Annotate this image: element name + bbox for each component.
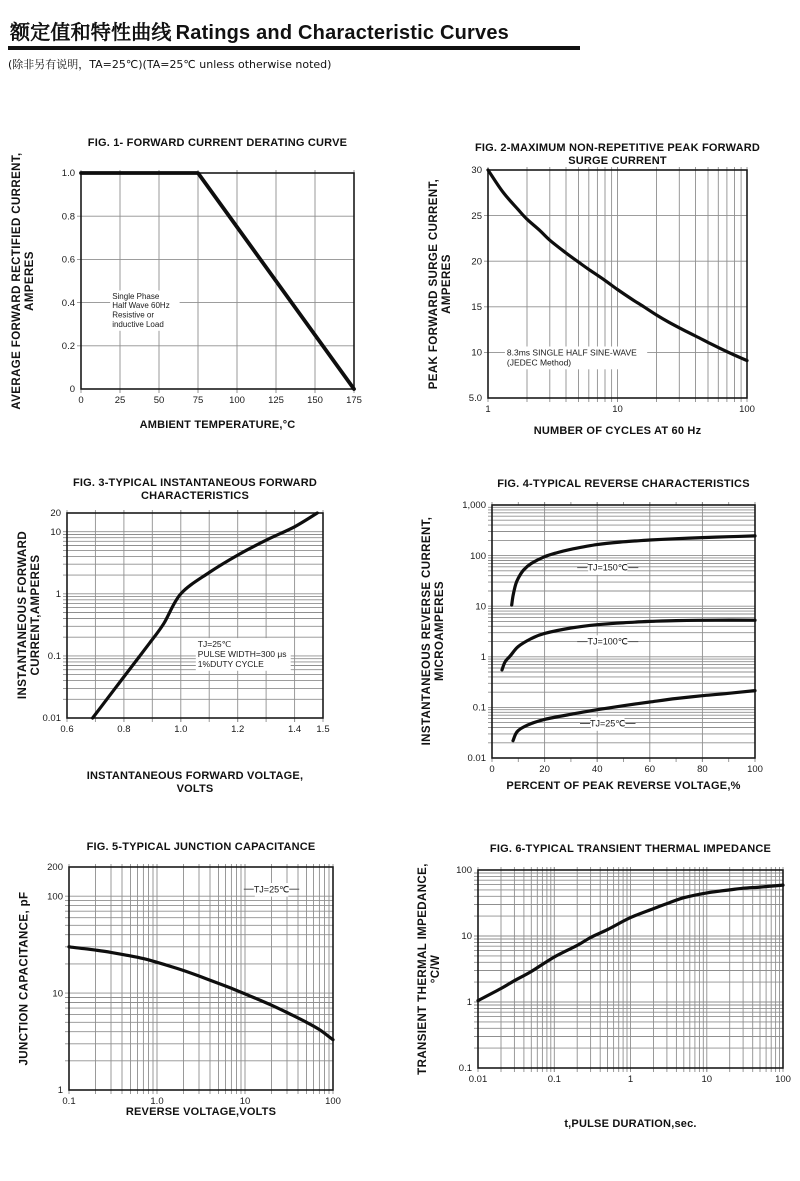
annotation-text: 1%DUTY CYCLE [197, 658, 264, 669]
x-tick-label: 80 [697, 764, 708, 775]
fig6-y-axis-label: TRANSIENT THERMAL IMPEDANCE, °C/W [417, 863, 442, 1075]
y-tick-label: 1 [57, 1085, 63, 1097]
y-tick-label: 10 [475, 601, 486, 613]
y-tick-label: 1.0 [61, 168, 75, 180]
annotation-text: TJ=25℃ [590, 718, 626, 729]
fig6-plot [400, 828, 800, 1140]
page-title-en: Ratings and Characteristic Curves [175, 22, 509, 44]
figure-2 [400, 128, 800, 450]
x-tick-label: 100 [229, 395, 245, 406]
fig4-plot [400, 468, 800, 798]
fig2-title: FIG. 2-MAXIMUM NON-REPETITIVE PEAK FORWARD SURGE CURRENT [474, 142, 761, 167]
annotation-text: Resistive or [112, 310, 154, 320]
y-tick-label: 10 [52, 988, 63, 1000]
y-tick-label: 10 [461, 931, 472, 943]
annotation-text: PULSE WIDTH=300 μs [197, 648, 287, 659]
x-tick-label: 100 [747, 764, 763, 775]
derating-curve [81, 173, 354, 389]
tj-25c-curve [513, 691, 755, 741]
page-title-zh: 额定值和特性曲线 [10, 20, 172, 44]
y-tick-label: 1 [466, 997, 472, 1009]
y-tick-label: 100 [456, 865, 472, 877]
y-tick-label: 0 [69, 384, 75, 396]
fig4-y-axis-label: INSTANTANEOUS REVERSE CURRENT, MICROAMPERES [421, 516, 446, 746]
y-tick-label: 0.01 [42, 713, 61, 725]
y-tick-label: 1 [55, 589, 61, 600]
y-tick-label: 0.8 [61, 211, 75, 223]
x-tick-label: 1.4 [287, 724, 302, 735]
tj-100c-curve [502, 620, 755, 670]
fig4-title: FIG. 4-TYPICAL REVERSE CHARACTERISTICS [497, 478, 750, 490]
y-tick-label: 1,000 [462, 500, 486, 512]
x-tick-label: 1 [627, 1074, 634, 1085]
y-tick-label: 30 [471, 165, 482, 177]
y-tick-label: 10 [50, 526, 61, 538]
fig6-title: FIG. 6-TYPICAL TRANSIENT THERMAL IMPEDANCE [489, 843, 772, 855]
x-tick-label: 50 [153, 395, 165, 406]
x-tick-label: 150 [307, 395, 323, 406]
fig5-plot [0, 828, 400, 1128]
fig3-title: FIG. 3-TYPICAL INSTANTANEOUS FORWARD CHARACTERISTICS [72, 477, 318, 502]
y-tick-label: 0.4 [61, 297, 75, 309]
fig2-x-axis-label: NUMBER OF CYCLES AT 60 Hz [533, 425, 702, 437]
y-tick-label: 1 [480, 652, 486, 663]
x-tick-label: 10 [701, 1074, 713, 1085]
fig3-y-axis-label: INSTANTANEOUS FORWARD CURRENT,AMPERES [17, 530, 42, 700]
y-tick-label: 0.2 [61, 341, 75, 352]
figure-6 [400, 828, 800, 1140]
figure-1 [0, 128, 400, 443]
annotation-text: TJ=100℃ [587, 636, 628, 647]
annotation-text: (JEDEC Method) [506, 357, 572, 368]
x-tick-label: 100 [739, 404, 755, 415]
x-tick-label: 40 [591, 764, 603, 775]
fig1-plot [0, 128, 400, 443]
figure-5 [0, 828, 400, 1128]
x-tick-label: 1.2 [231, 724, 245, 735]
fig2-plot [400, 128, 800, 450]
fig3-x-axis-label: INSTANTANEOUS FORWARD VOLTAGE, VOLTS [86, 770, 304, 795]
fig4-x-axis-label: PERCENT OF PEAK REVERSE VOLTAGE,% [506, 780, 741, 792]
fig1-y-axis-label: AVERAGE FORWARD RECTIFIED CURRENT, AMPERES [11, 152, 36, 410]
y-tick-label: 0.1 [458, 1063, 472, 1075]
x-tick-label: 75 [192, 395, 204, 406]
title-underline [8, 46, 580, 50]
x-tick-label: 100 [775, 1074, 791, 1085]
conditions-note: (除非另有说明，TA=25℃)(TA=25℃ unless otherwise noted) [8, 58, 332, 71]
y-tick-label: 5.0 [468, 393, 482, 405]
x-tick-label: 1.0 [174, 724, 188, 735]
x-tick-label: 0.01 [468, 1074, 488, 1085]
y-tick-label: 20 [50, 508, 61, 520]
y-tick-label: 0.1 [472, 702, 486, 714]
forward-characteristic-curve [93, 513, 318, 718]
x-tick-label: 25 [114, 395, 126, 406]
x-tick-label: 175 [346, 395, 362, 406]
figure-4 [400, 468, 800, 798]
x-tick-label: 0.6 [60, 724, 74, 735]
x-tick-label: 100 [325, 1096, 341, 1107]
y-tick-label: 15 [471, 302, 482, 313]
x-tick-label: 0.1 [62, 1096, 76, 1107]
x-tick-label: 125 [268, 395, 284, 406]
x-tick-label: 60 [644, 764, 656, 775]
x-tick-label: 0 [489, 764, 495, 775]
y-tick-label: 0.01 [467, 753, 486, 765]
annotation-text: 8.3ms SINGLE HALF SINE-WAVE [506, 347, 637, 358]
fig1-title: FIG. 1- FORWARD CURRENT DERATING CURVE [87, 137, 348, 149]
annotation-text: Half Wave 60Hz [112, 301, 170, 311]
fig5-x-axis-label: REVERSE VOLTAGE,VOLTS [125, 1106, 277, 1118]
x-tick-label: 1.0 [150, 1096, 164, 1107]
fig5-title: FIG. 5-TYPICAL JUNCTION CAPACITANCE [86, 841, 316, 853]
annotation-text: Single Phase [112, 291, 160, 301]
y-tick-label: 100 [470, 550, 486, 562]
annotation-text: inductive Load [112, 319, 164, 329]
x-tick-label: 1 [485, 404, 491, 415]
x-tick-label: 0.8 [117, 724, 131, 735]
y-tick-label: 20 [471, 256, 482, 268]
y-tick-label: 100 [47, 891, 63, 903]
x-tick-label: 10 [239, 1096, 251, 1107]
annotation-text: TJ=150℃ [587, 562, 628, 573]
y-tick-label: 0.6 [61, 254, 75, 266]
y-tick-label: 200 [47, 862, 63, 874]
x-tick-label: 20 [539, 764, 550, 775]
fig2-y-axis-label: PEAK FORWARD SURGE CURRENT, AMPERES [428, 178, 453, 390]
x-tick-label: 0 [78, 395, 84, 406]
figure-3 [0, 468, 400, 805]
x-tick-label: 10 [612, 404, 623, 415]
fig3-plot [0, 468, 400, 805]
annotation-text: TJ=25℃ [253, 884, 290, 895]
x-tick-label: 0.1 [547, 1074, 561, 1085]
page-title [10, 16, 790, 45]
x-tick-label: 1.5 [316, 724, 330, 735]
y-tick-label: 0.1 [47, 651, 61, 663]
page-header [10, 16, 790, 45]
fig6-x-axis-label: t,PULSE DURATION,sec. [564, 1118, 697, 1130]
y-tick-label: 10 [471, 347, 482, 359]
fig1-x-axis-label: AMBIENT TEMPERATURE,°C [139, 419, 296, 431]
fig5-y-axis-label: JUNCTION CAPACITANCE, pF [18, 891, 31, 1066]
y-tick-label: 25 [471, 210, 482, 222]
annotation-text: TJ=25℃ [197, 639, 232, 650]
